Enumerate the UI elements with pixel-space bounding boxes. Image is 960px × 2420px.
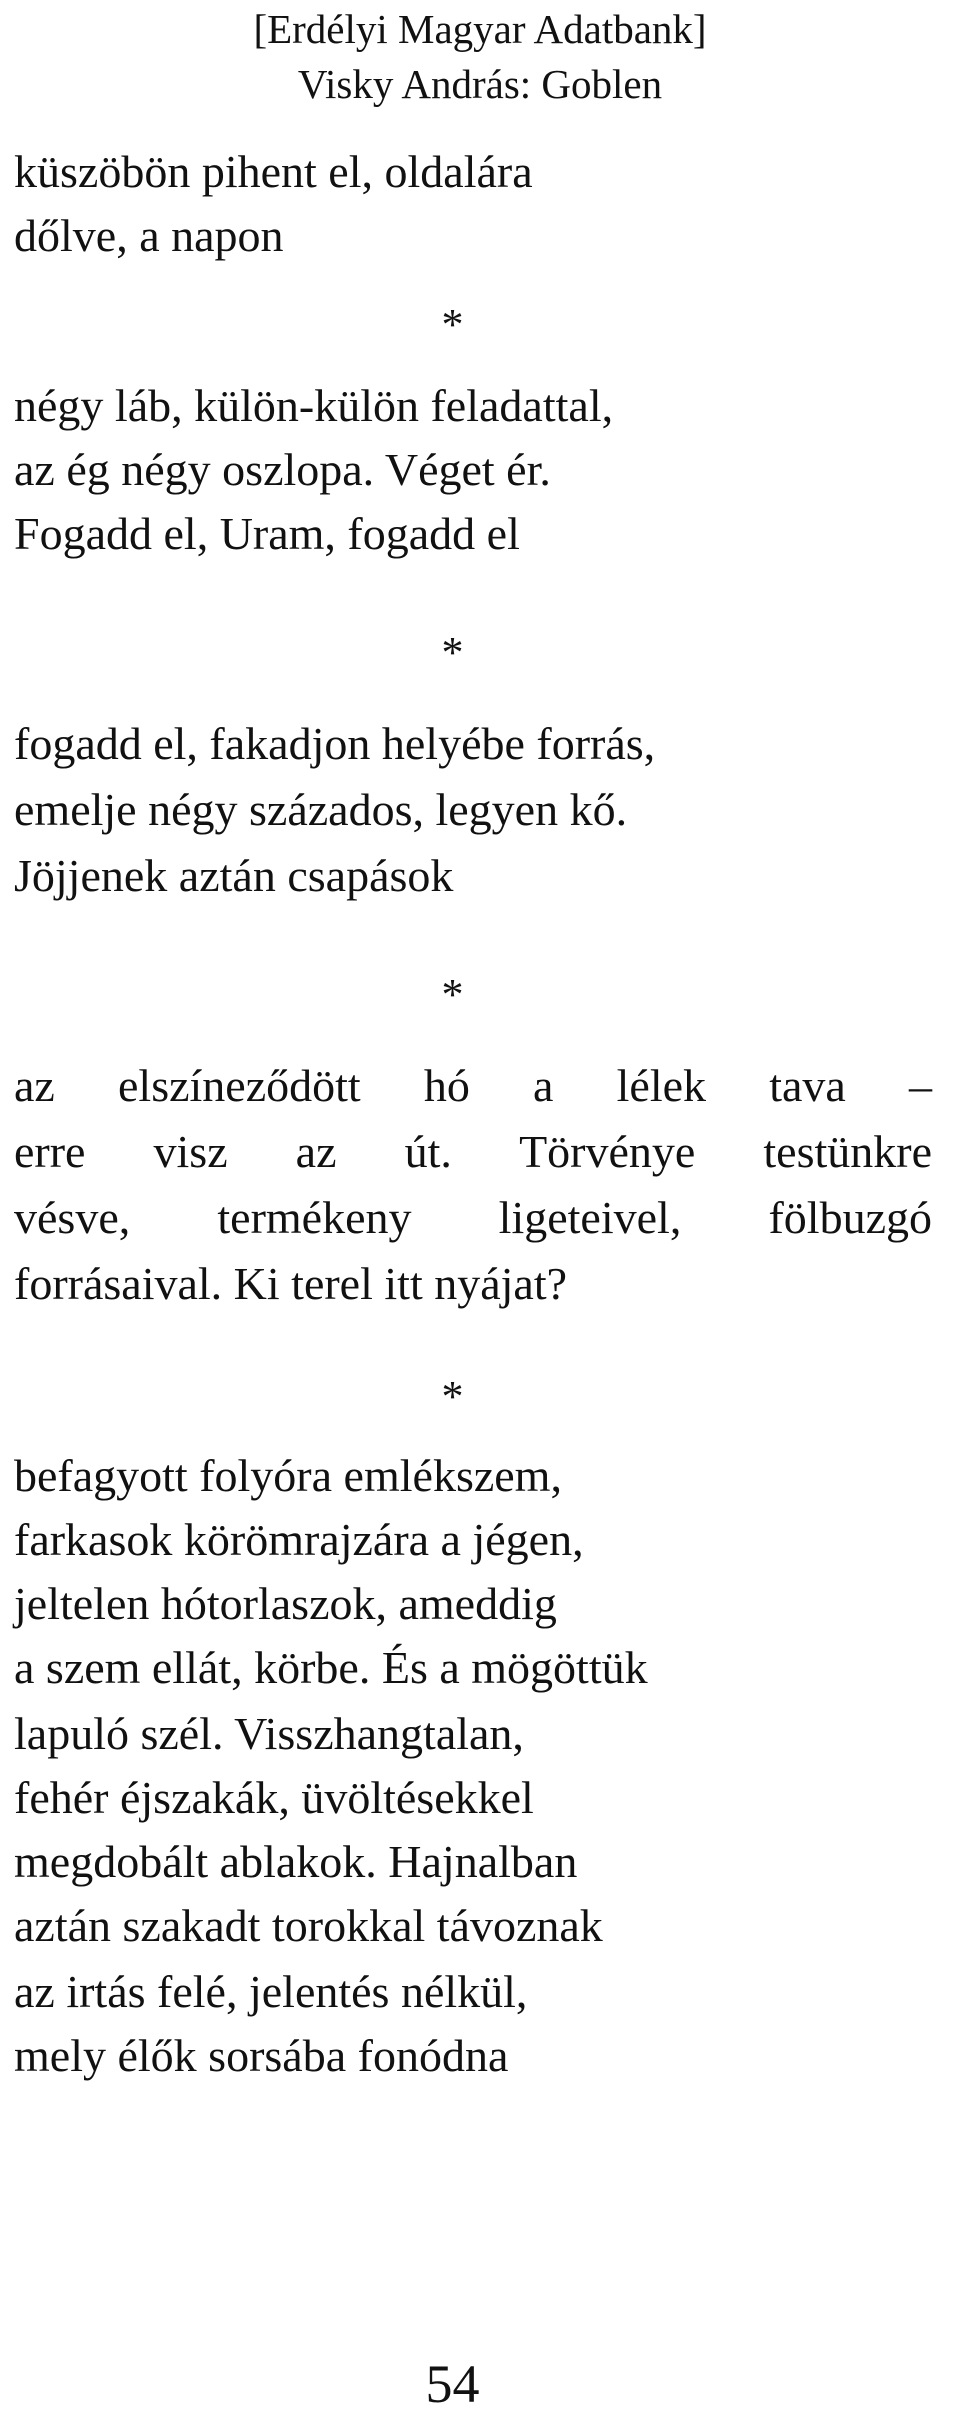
poem-line: küszöbön pihent el, oldalára	[14, 146, 533, 197]
poem-line: forrásaival. Ki terel itt nyájat?	[14, 1258, 568, 1309]
poem-line: Jöjjenek aztán csapások	[14, 850, 454, 901]
poem-line: mely élők sorsába fonódna	[14, 2030, 509, 2081]
page-number: 54	[425, 2354, 480, 2414]
author-title: Visky András: Goblen	[297, 61, 663, 107]
poem-line: négy láb, külön-külön feladattal,	[14, 380, 614, 431]
poem-line: fogadd el, fakadjon helyébe forrás,	[14, 718, 656, 769]
poem-line: emelje négy százados, legyen kő.	[14, 784, 628, 835]
poem-line: az ég négy oszlopa. Véget ér.	[14, 444, 551, 495]
source-label: [Erdélyi Magyar Adatbank]	[253, 6, 707, 52]
stanza-separator: *	[441, 628, 464, 677]
poem-line: aztán szakadt torokkal távoznak	[14, 1900, 603, 1951]
poem-line: Fogadd el, Uram, fogadd el	[14, 508, 520, 559]
poem-line: jeltelen hótorlaszok, ameddig	[14, 1578, 557, 1629]
page-header	[0, 0, 960, 112]
poem-line: az irtás felé, jelentés nélkül,	[14, 1966, 528, 2017]
stanza-separator: *	[441, 1372, 464, 1421]
poem-line: vésve, termékeny ligeteivel, fölbuzgó	[14, 1192, 932, 1243]
poem-line: a szem ellát, körbe. És a mögöttük	[14, 1642, 648, 1693]
poem-line: az elszíneződött hó a lélek tava –	[14, 1060, 932, 1111]
stanza-separator: *	[441, 300, 464, 349]
poem-line: megdobált ablakok. Hajnalban	[14, 1836, 578, 1887]
poem-line: befagyott folyóra emlékszem,	[14, 1450, 562, 1501]
poem-line: dőlve, a napon	[14, 210, 284, 261]
stanza-separator: *	[441, 970, 464, 1019]
poem-line: lapuló szél. Visszhangtalan,	[14, 1708, 524, 1759]
poem-line: farkasok körömrajzára a jégen,	[14, 1514, 584, 1565]
poem-line: erre visz az út. Törvénye testünkre	[14, 1126, 932, 1177]
poem-line: fehér éjszakák, üvöltésekkel	[14, 1772, 534, 1823]
